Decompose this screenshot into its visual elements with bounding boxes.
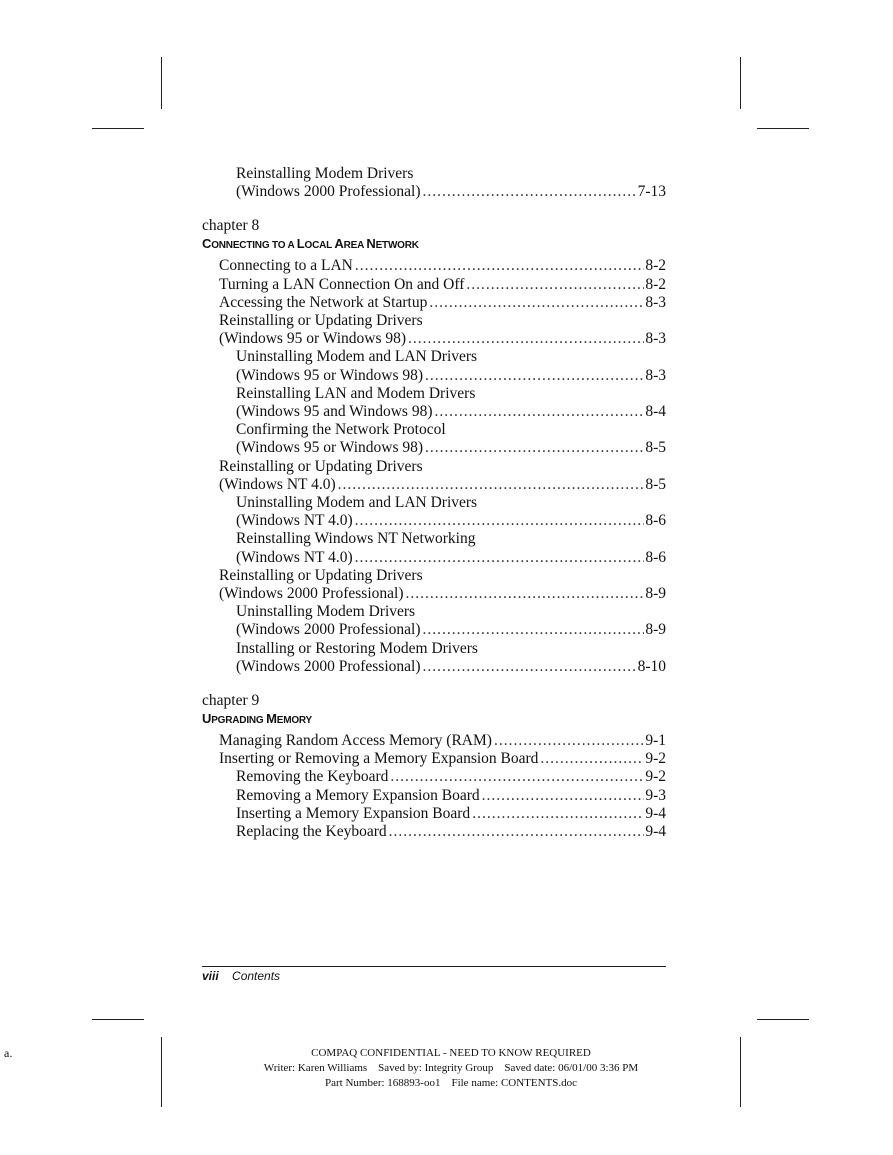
dot-leader	[540, 750, 644, 768]
toc-page-number: 9-2	[645, 768, 666, 786]
crop-mark	[757, 1019, 809, 1020]
chapter-title-part: U	[202, 711, 212, 727]
chapter-title-part: OCAL	[304, 240, 335, 252]
toc-entry-title: Reinstalling or Updating Drivers	[219, 312, 423, 330]
toc-entry-title: Reinstalling Windows NT Networking	[236, 530, 476, 548]
dot-leader	[429, 294, 644, 312]
toc-entry-subtitle: (Windows 95 or Windows 98)	[236, 366, 424, 384]
toc-entry-subtitle: (Windows 2000 Professional)	[236, 183, 421, 201]
toc-page-number: 8-9	[645, 585, 666, 603]
chapter-title-part: ETWORK	[375, 240, 419, 252]
toc-entry-subtitle: (Windows NT 4.0)	[236, 548, 353, 566]
toc-page-number: 8-10	[637, 657, 666, 675]
toc-entry-subtitle: (Windows 2000 Professional)	[236, 657, 421, 675]
toc-entry	[202, 603, 666, 639]
chapter-title-part: A	[334, 236, 344, 252]
margin-mark: a.	[4, 1046, 13, 1060]
dot-leader	[406, 585, 645, 603]
toc-entry	[202, 750, 666, 768]
chapter-title-part: C	[202, 236, 212, 252]
toc-entry-subtitle: (Windows 95 or Windows 98)	[236, 439, 424, 457]
toc-entry-title: Inserting a Memory Expansion Board	[236, 804, 471, 822]
toc-page-number: 8-3	[645, 330, 666, 348]
crop-mark	[740, 57, 741, 109]
toc-page-number: 8-3	[645, 366, 666, 384]
dot-leader	[472, 805, 644, 823]
page-footer	[202, 969, 280, 983]
toc-page-number: 8-2	[645, 257, 666, 275]
toc-entry	[202, 567, 666, 603]
toc-page-number: 8-9	[645, 621, 666, 639]
footer-rule	[202, 966, 666, 967]
toc-entry-subtitle: (Windows 95 and Windows 98)	[236, 403, 433, 421]
dot-leader	[494, 732, 644, 750]
toc-page-number: 8-5	[645, 475, 666, 493]
toc-page-number: 9-1	[645, 732, 666, 750]
dot-leader	[423, 183, 637, 201]
dot-leader	[355, 257, 644, 275]
toc-page-number: 9-2	[645, 750, 666, 768]
dot-leader	[390, 768, 644, 786]
toc-page-number: 9-4	[645, 823, 666, 841]
dot-leader	[425, 367, 644, 385]
toc-entry	[202, 530, 666, 566]
toc-entry-title: Installing or Restoring Modem Drivers	[236, 639, 478, 657]
toc-entry	[202, 458, 666, 494]
dot-leader	[423, 658, 637, 676]
toc-entry-title: Removing a Memory Expansion Board	[236, 786, 480, 804]
dot-leader	[355, 549, 645, 567]
dot-leader	[435, 403, 645, 421]
toc-entry	[202, 165, 666, 201]
toc-continued-entries	[202, 165, 666, 201]
chapter-title-part: L	[296, 236, 305, 252]
toc-entry	[202, 257, 666, 275]
toc-entry-subtitle: (Windows NT 4.0)	[236, 512, 353, 530]
dot-leader	[338, 476, 645, 494]
dot-leader	[425, 439, 644, 457]
chapter-title-part: PGRADING	[211, 715, 267, 727]
chapter-title	[202, 235, 666, 255]
toc-entry	[202, 732, 666, 750]
toc-entry-title: Turning a LAN Connection On and Off	[219, 275, 465, 293]
chapter-title-part: REA	[343, 240, 367, 252]
toc-page-number: 8-4	[645, 403, 666, 421]
dot-leader	[389, 823, 645, 841]
dot-leader	[408, 330, 644, 348]
crop-mark	[161, 57, 162, 109]
toc-entry	[202, 823, 666, 841]
toc-page-number: 8-3	[645, 293, 666, 311]
toc-entry-title: Connecting to a LAN	[219, 257, 353, 275]
dot-leader	[355, 512, 645, 530]
toc-entry-subtitle: (Windows NT 4.0)	[219, 475, 336, 493]
toc-page-number: 9-3	[645, 786, 666, 804]
chapter-title-part: EMORY	[276, 715, 313, 727]
toc-entry	[202, 640, 666, 676]
toc-entry-subtitle: (Windows 2000 Professional)	[236, 621, 421, 639]
dot-leader	[482, 787, 645, 805]
toc-entry-title: Uninstalling Modem and LAN Drivers	[236, 494, 478, 512]
toc-entry	[202, 385, 666, 421]
toc-entry	[202, 294, 666, 312]
writer-line: Writer: Karen Williams Saved by: Integrity Group Saved date: 06/01/00 3:36 PM	[263, 1062, 639, 1074]
chapter-title	[202, 710, 666, 730]
toc-entry-title: Managing Random Access Memory (RAM)	[219, 732, 492, 750]
toc-entry-title: Inserting or Removing a Memory Expansion Board	[219, 750, 539, 768]
confidential-line: COMPAQ CONFIDENTIAL - NEED TO KNOW REQUIRED	[311, 1047, 591, 1059]
footer-page-number: viii	[202, 969, 219, 983]
toc-chapters	[202, 217, 666, 841]
crop-mark	[92, 1019, 144, 1020]
toc-entry-subtitle: (Windows 2000 Professional)	[219, 585, 404, 603]
toc-page-number: 8-5	[645, 439, 666, 457]
toc-entry	[202, 312, 666, 348]
confidential-notice	[161, 1046, 741, 1091]
toc-entry-title: Removing the Keyboard	[236, 768, 389, 786]
toc-entry	[202, 787, 666, 805]
toc-entry	[202, 494, 666, 530]
toc-entry	[202, 421, 666, 457]
toc-entry-title: Uninstalling Modem and LAN Drivers	[236, 348, 478, 366]
toc-entry	[202, 805, 666, 823]
toc-page-number: 8-6	[645, 548, 666, 566]
toc-entry-title: Reinstalling or Updating Drivers	[219, 566, 423, 584]
chapter-title-part: N	[366, 236, 376, 252]
toc-entry	[202, 768, 666, 786]
toc-entry-title: Reinstalling or Updating Drivers	[219, 457, 423, 475]
toc-page-number: 7-13	[637, 183, 666, 201]
dot-leader	[423, 621, 645, 639]
toc-page-number: 8-6	[645, 512, 666, 530]
toc-entry	[202, 348, 666, 384]
toc-entry-subtitle: (Windows 95 or Windows 98)	[219, 330, 407, 348]
toc-entry-title: Replacing the Keyboard	[236, 823, 387, 841]
toc-entry-title: Reinstalling Modem Drivers	[236, 165, 414, 182]
toc-entry-title: Uninstalling Modem Drivers	[236, 603, 416, 621]
toc-entry	[202, 276, 666, 294]
toc-page-number: 9-4	[645, 804, 666, 822]
crop-mark	[757, 128, 809, 129]
chapter-title-part: M	[266, 711, 277, 727]
chapter-label: chapter 8	[202, 217, 260, 235]
toc-entry-title: Reinstalling LAN and Modem Drivers	[236, 384, 476, 402]
toc-entry-title: Confirming the Network Protocol	[236, 421, 446, 439]
chapter-title-part: ONNECTING TO A	[211, 240, 297, 252]
chapter-label: chapter 9	[202, 692, 260, 710]
table-of-contents	[202, 165, 666, 841]
part-number-line: Part Number: 168893-oo1 File name: CONTENTS.doc	[324, 1077, 578, 1089]
footer-section: Contents	[232, 969, 281, 983]
toc-entry-title: Accessing the Network at Startup	[219, 293, 428, 311]
toc-page-number: 8-2	[645, 275, 666, 293]
crop-mark	[92, 128, 144, 129]
dot-leader	[466, 276, 644, 294]
